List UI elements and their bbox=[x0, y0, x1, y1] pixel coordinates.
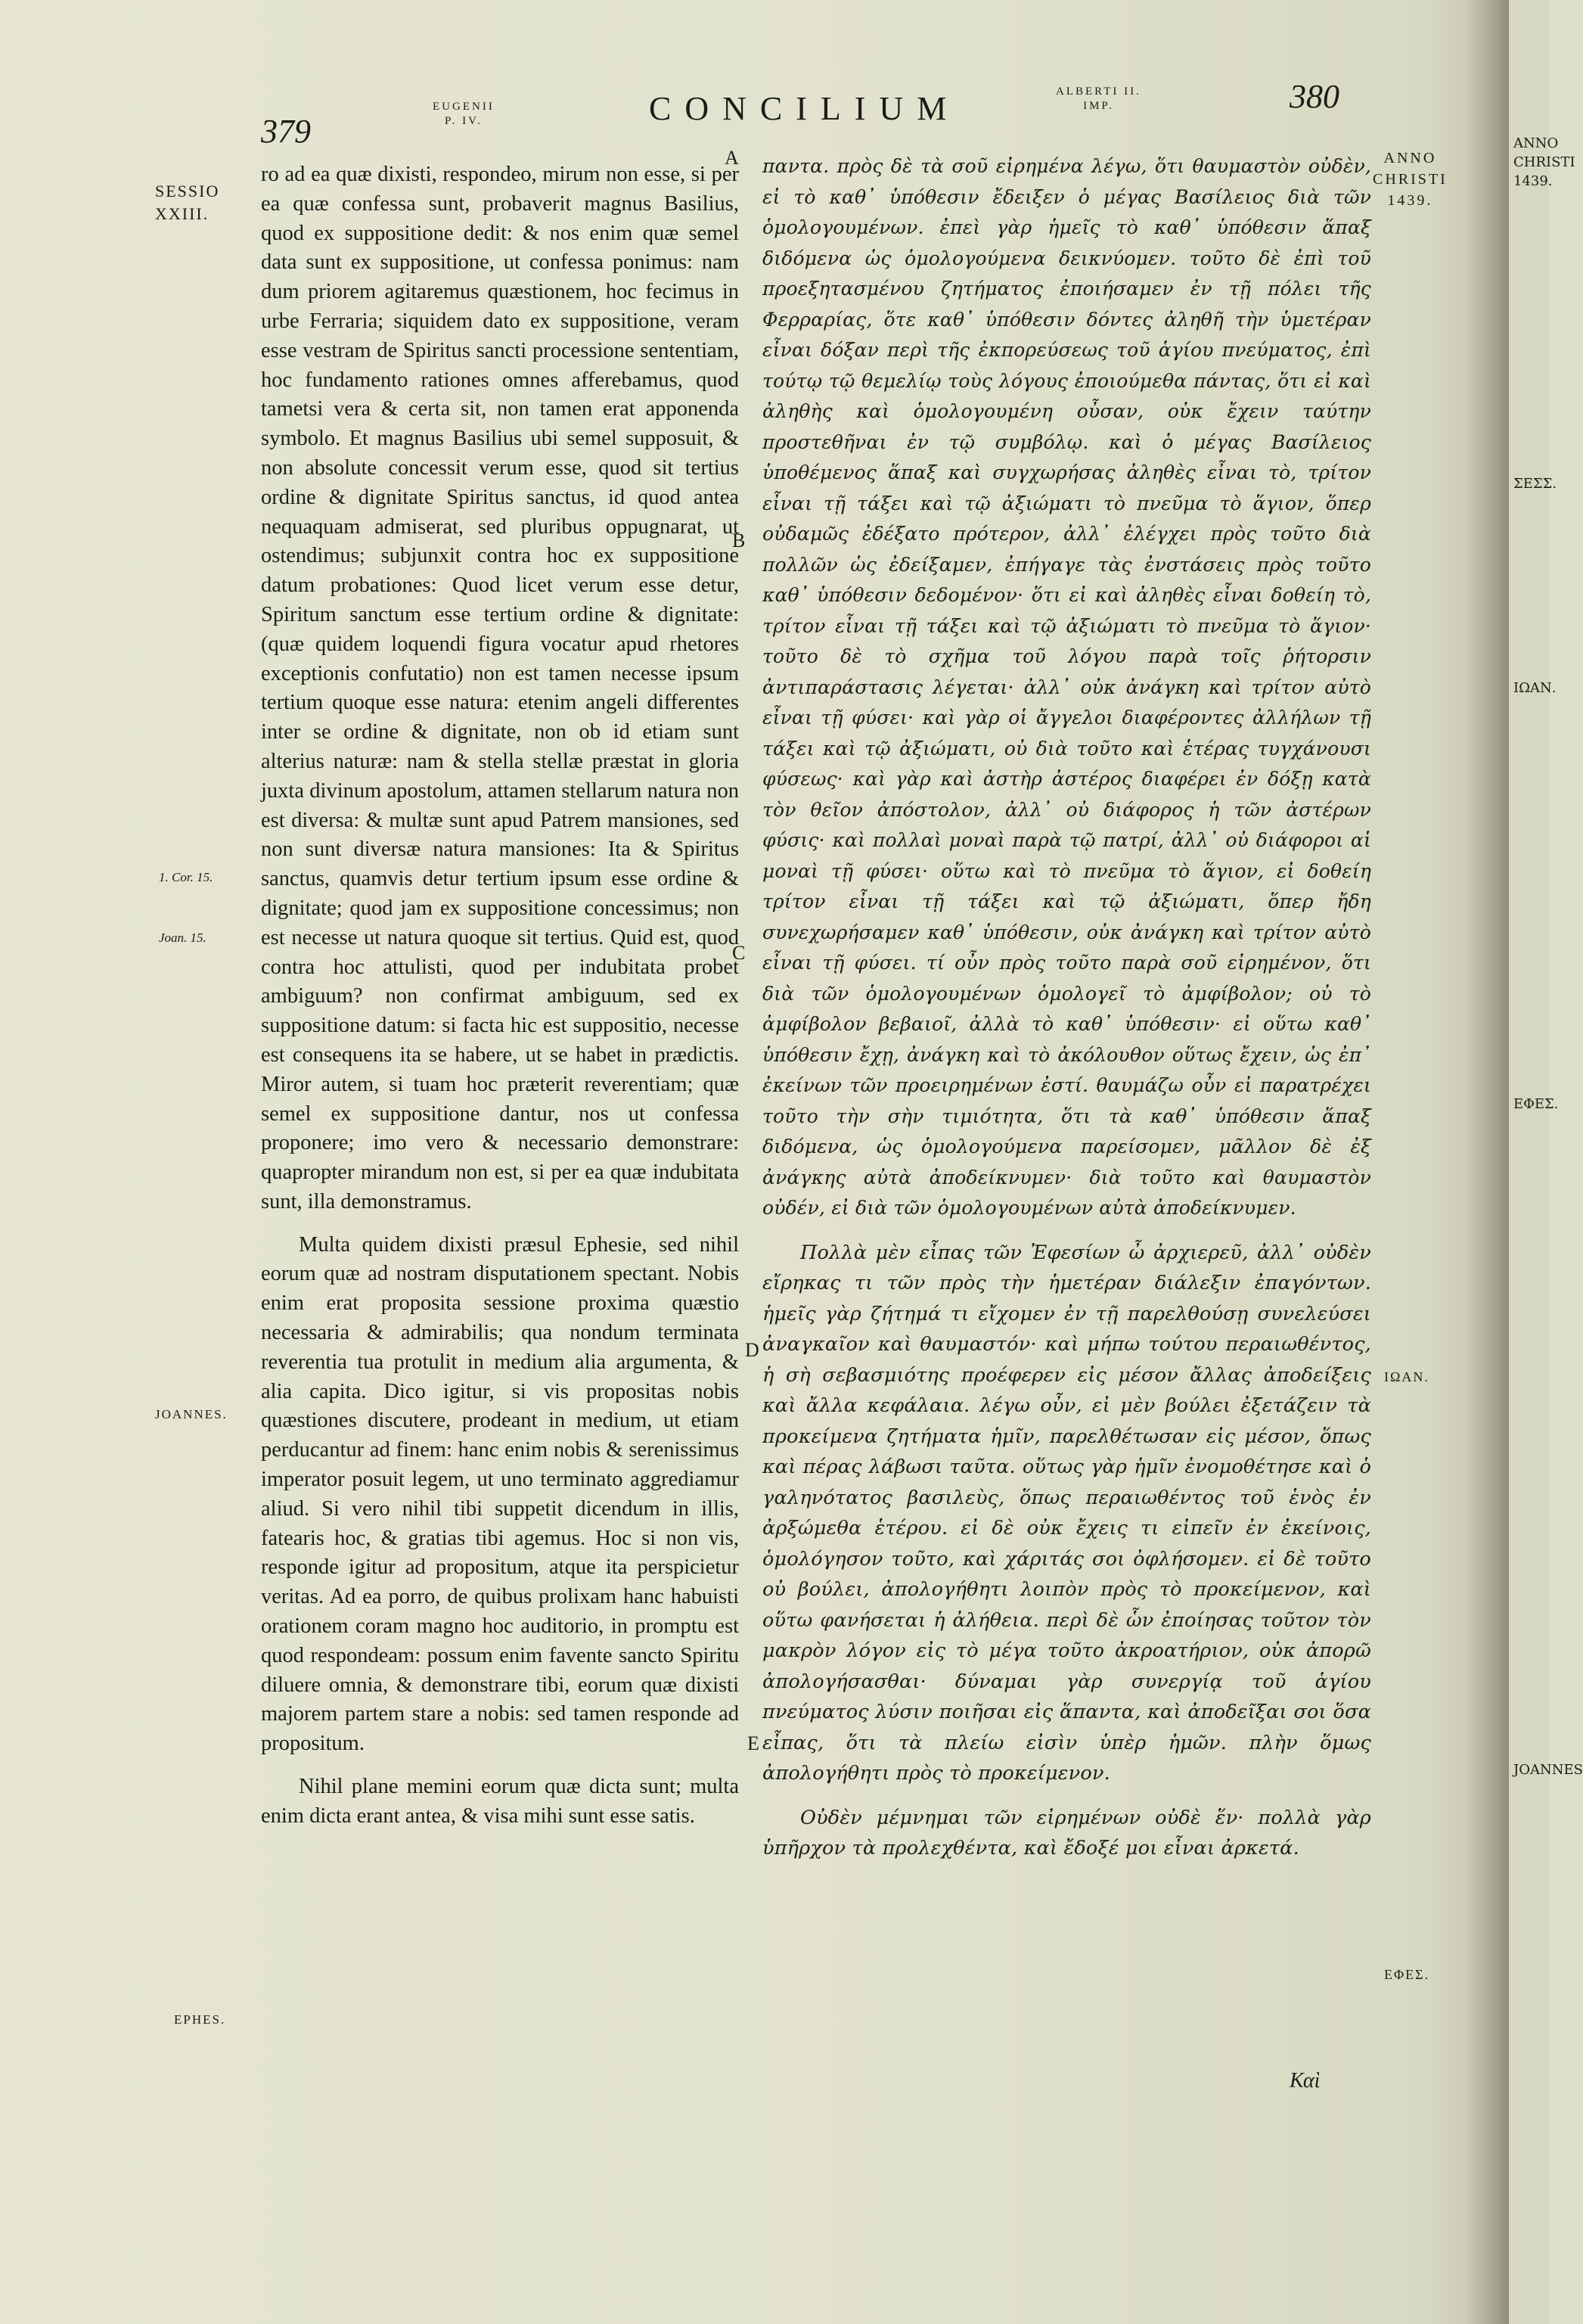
latin-paragraph-1: ro ad ea quæ dixisti, respondeo, mirum non esse, si per ea quæ confessa sunt, probaverit magnus Basilius, quod ex suppositione dedit: & nos enim quæ semel data sunt ex suppositione, ut confessa ponimus: nam dum priorem agitaremus quæstionem, hoc fecimus in urbe Ferraria; siquidem dato ex suppositione, veram esse vestram de Spiritus sancti processione sententiam, hoc fundamento rationes omnes afferebamus, quod tametsi vera & certa sit, non tamen erat apponenda symbolo. Et magnus Basilius ubi semel supposuit, & non absolute concessit verum esse, quod sit tertius ordine & dignitate Spiritus sanctus, id quod antea nequaquam admiserat, sed pluribus oppugnarat, ut ostendimus; subjunxit contra hoc ex suppositione datum probationes: Quod licet verum esse detur, Spiritum sanctum esse tertium ordine & dignitate: (quæ quidem loquendi figura vocatur apud rhetores exceptionis confutatio) non est tamen necesse ipsum tertium quoque esse natura: etenim angeli differentes inter se ordine & dignitate, non ob id etiam sunt alterius naturæ: nam & stella stellæ præstat in gloria juxta divinum apostolum, attamen stellarum natura non est diversa: & multæ sunt apud Patrem mansiones, sed non sunt diversæ natura mansiones: Ita & Spiritus sanctus, quamvis detur tertium ipsum esse ordine & dignitate; quod jam ex suppositione concessimus; non est necesse ut natura quoque sit tertius. Quid est, quod contra hoc attulisti, quod per indubitata probet ambiguum? non confirmat ambiguum, sed ex suppositione datum: si facta hic est suppositio, necesse est consequens ita se habere, ut se habet in prædictis. Miror autem, si tuam hoc præterit reverentiam; quæ semel ex suppositione dantur, nos ut confessa proponere; imo vero & necessario demonstrare: quapropter mirandum non est, si per ea quæ indubitata sunt, illa demonstramus. bbox=[261, 163, 739, 1213]
greek-column bbox=[762, 151, 1371, 1864]
section-letter-d: D bbox=[745, 1339, 759, 1361]
section-letter-c: C bbox=[732, 942, 746, 964]
greek-paragraph-2: Πολλὰ μὲν εἶπας τῶν Ἐφεσίων ὦ ἀρχιερεῦ, ἀλλ᾽ οὐδὲν εἴρηκας τι τῶν πρὸς τὴν ἡμετέραν διάλεξιν ἐπαγόντων. ἡμεῖς γὰρ ζήτημά τι εἴχομεν ἐν τῇ παρελθούσῃ συνελεύσει ἀναγκαῖον καὶ θαυμαστόν· καὶ μήπω τούτου περαιωθέντος, ἡ σὴ σεβασμιότης προέφερεν εἰς μέσον ἄλλας ἀποδείξεις καὶ ἄλλα κεφάλαια. λέγω οὖν, εἰ μὲν βούλει ἐξετάζειν τὰ προκείμενα ζητήματα ἡμῖν, παρελθέτωσαν εἰς μέσον, ὅπως καὶ πέρας λάβωσι ταῦτα. οὕτως γὰρ ἡμῖν ἐνομοθέτησε καὶ ὁ γαληνότατος βασιλεὺς, ὅπως περαιωθέντος τοῦ ἑνὸς ἐν ἀρξώμεθα ἑτέρου. εἰ δὲ οὐκ ἔχεις τι εἰπεῖν ἐν ἐκείνοις, ὁμολόγησον τοῦτο, καὶ χάριτάς σοι ὀφλήσομεν. εἰ δὲ τοῦτο οὐ βούλει, ἀπολογήθητι λοιπὸν πρὸς τὸ προκείμενον, καὶ οὕτω φανήσεται ἡ ἀλήθεια. περὶ δὲ ὧν ἐποίησας τοῦτον τὸν μακρὸν λόγον εἰς τὸ μέγα τοῦτο ἀκροατήριον, οὐκ ἀπορῶ ἀπολογήσασθαι· δύναμαι γὰρ συνεργίᾳ τοῦ ἁγίου πνεύματος λύσιν ποιῆσαι εἰς ἅπαντα, καὶ ἀποδεῖξαι σοι ὅσα εἶπας, ὅτι τὰ πλείω εἰσὶν ὑπὲρ ἡμῶν. πλὴν ὅμως ἀπολογήθητι πρὸς τὸ προκείμενον. bbox=[762, 1241, 1371, 1785]
greek-paragraph-1: παντα. πρὸς δὲ τὰ σοῦ εἰρημένα λέγω, ὅτι θαυμαστὸν οὐδὲν, εἰ τὸ καθ᾽ ὑπόθεσιν ἔδειξεν ὁ μέγας Βασίλειος διὰ τῶν ὁμολογουμένων. ἐπεὶ γὰρ ἡμεῖς τὸ καθ᾽ ὑπόθεσιν ἅπαξ διδόμενα ὡς ὁμολογούμενα δεικνύομεν. τοῦτο δὲ ἐπὶ τοῦ προεξητασμένου ζητήματος ἐποιήσαμεν ἐν τῇ πόλει τῆς Φερραρίας, ὅτε καθ᾽ ὑπόθεσιν δόντες ἀληθῆ τὴν ὑμετέραν εἶναι δόξαν περὶ τῆς ἐκπορεύσεως τοῦ ἁγίου πνεύματος, ἐπὶ τούτῳ τῷ θεμελίῳ τοὺς λόγους ἐποιούμεθα πάντας, ὅτι εἰ καὶ ἀληθὴς καὶ ὁμολογουμένη οὖσαν, οὐκ ἔχειν ταύτην προστεθῆναι ἐν τῷ συμβόλῳ. καὶ ὁ μέγας Βασίλειος ὑποθέμενος ἅπαξ καὶ συγχωρήσας ἀληθὲς εἶναι τὸ, τρίτον εἶναι τῇ τάξει καὶ τῷ ἀξιώματι τὸ πνεῦμα τὸ ἅγιον, ὅπερ οὐδαμῶς ἐδέξατο πρότερον, ἀλλ᾽ ἐλέγχει πρὸς τοῦτο διὰ πολλῶν ὡς ἐδείξαμεν, ἐπήγαγε τὰς ἐνστάσεις πρὸς τοῦτο καθ᾽ ὑπόθεσιν δεδομένον· ὅτι εἰ καὶ ἀληθὲς εἶναι δοθείη τὸ, τρίτον εἶναι τῇ τάξει καὶ τῷ ἀξιώματι τὸ πνεῦμα τὸ ἅγιον· τοῦτο δὲ τὸ σχῆμα τοῦ λόγου παρὰ τοῖς ῥήτορσιν ἀντιπαράστασις λέγεται· ἀλλ᾽ οὐκ ἀνάγκη καὶ τρίτον αὐτὸ εἶναι τῇ φύσει· καὶ γὰρ οἱ ἄγγελοι διαφέροντες ἀλλήλων τῇ τάξει καὶ τῷ ἀξιώματι, οὐ διὰ τοῦτο καὶ ἑτέρας τυγχάνουσι φύσεως· καὶ γὰρ καὶ ἀστὴρ ἀστέρος διαφέρει ἐν δόξῃ κατὰ τὸν θεῖον ἀπόστολον, ἀλλ᾽ οὐ διάφορος ἡ τῶν ἀστέρων φύσις· καὶ πολλαὶ μοναὶ παρὰ τῷ πατρί, ἀλλ᾽ οὐ διάφοροι αἱ μοναὶ τῇ φύσει· οὕτω καὶ τὸ πνεῦμα τὸ ἅγιον, εἰ δοθείη τρίτον εἶναι τῇ τάξει καὶ τῷ ἀξιώματι, ὅπερ ἤδη συνεχωρήσαμεν καθ᾽ ὑπόθεσιν, οὐκ ἀνάγκη καὶ τρίτον αὐτὸ εἶναι τῇ φύσει. τί οὖν πρὸς τοῦτο παρὰ σοῦ εἰρημένον, ὅτι διὰ τῶν ὁμολογουμένων ὁμολογεῖ τὸ ἀμφίβολον; οὐ τὸ ἀμφίβολον βεβαιοῖ, ἀλλὰ τὸ καθ᾽ ὑπόθεσιν· εἰ οὕτω καθ᾽ ὑπόθεσιν ἔχῃ, ἀνάγκη καὶ τὸ ἀκόλουθον οὕτως ἔχειν, ὡς ἐπ᾽ ἐκείνων τῶν προειρημένων ἐστί. θαυμάζω οὖν εἰ παρατρέχει τοῦτο τὴν σὴν τιμιότητα, ὅτι τὰ καθ᾽ ὑπόθεσιν ἅπαξ διδόμενα, ὡς ὁμολογούμενα παρείσομεν, μᾶλλον δὲ ἐξ ἀνάγκης αὐτὰ ἀποδείκνυμεν· διὰ τοῦτο καὶ θαυμαστὸν οὐδέν, εἰ διὰ τῶν ὁμολογουμένων αὐτὰ ἀποδείκνυμεν. bbox=[762, 155, 1371, 1219]
gutter-shadow bbox=[1463, 0, 1509, 2324]
page-title: CONCILIUM bbox=[649, 90, 961, 127]
left-running-head: EUGENII P. IV. bbox=[433, 101, 495, 127]
next-page-fragment: ΙΩΑΝ. bbox=[1513, 680, 1557, 696]
margin-ref-1-cor: 1. Cor. 15. bbox=[159, 870, 213, 884]
right-running-head: ALBERTI II. IMP. bbox=[1056, 85, 1141, 112]
next-page-fragment: JOANNES bbox=[1513, 1762, 1583, 1778]
greek-paragraph-3: Οὐδὲν μέμνημαι τῶν εἰρημένων οὐδὲ ἕν· πολλὰ γὰρ ὑπῆρχον τὰ προλεχθέντα, καὶ ἔδοξέ μοι εἶναι ἀρκετά. bbox=[762, 1806, 1371, 1860]
session-label: SESSIO XXIII. bbox=[155, 182, 220, 223]
margin-ref-joan: Joan. 15. bbox=[159, 931, 206, 945]
anno-christi-label: ANNO CHRISTI 1439. bbox=[1373, 150, 1448, 209]
right-page-number: 380 bbox=[1290, 78, 1339, 115]
next-page-fragment: ANNO bbox=[1513, 135, 1559, 151]
section-letter-b: B bbox=[732, 530, 746, 551]
section-letter-e: E bbox=[747, 1732, 759, 1754]
greek-speaker-ephes: ΕΦΕΣ. bbox=[1384, 1967, 1430, 1982]
next-page-edge bbox=[1509, 0, 1583, 2324]
speaker-ephes: EPHES. bbox=[174, 2012, 226, 2027]
latin-paragraph-3: Nihil plane memini eorum quæ dicta sunt; multa enim dicta erant antea, & visa mihi sunt esse satis. bbox=[261, 1775, 739, 1828]
latin-paragraph-2: Multa quidem dixisti præsul Ephesie, sed nihil eorum quæ ad nostram disputationem spectant. Nobis enim erat proposita sessione proxima quæstio necessaria & admirabilis; qua nondum terminata reverentia tua protulit in medium alia argumenta, & alia capita. Dico igitur, si vis propositas nobis quæstiones discutere, prodeant in medium, ut etiam perducantur ad finem: hanc enim nobis & serenissimus imperator posuit legem, ut uno terminato aggrediamur aliud. Si vero nihil tibi suppetit dicendum in illis, fatearis hoc, & gratias tibi agemus. Hoc si non vis, responde igitur ad propositum, atque ita perspicietur veritas. Ad ea porro, de quibus prolixam hanc habuisti orationem coram magno hoc auditorio, in promptu est quod respondeam: possum enim favente sancto Spiritu diluere omnia, & demonstrare tibi, eorum quæ dixisti majorem partem stare a nobis: sed tamen responde ad propositum. bbox=[261, 1232, 739, 1756]
greek-speaker-ioan: ΙΩΑΝ. bbox=[1384, 1369, 1429, 1384]
next-page-fragment: CHRISTI bbox=[1513, 154, 1575, 170]
next-page-fragment: ΕΦΕΣ. bbox=[1513, 1096, 1559, 1112]
next-page-fragment: ΣΕΣΣ. bbox=[1513, 476, 1557, 492]
left-page-number: 379 bbox=[261, 113, 311, 150]
catchword: Καὶ bbox=[1290, 2069, 1321, 2093]
next-page-fragment: 1439. bbox=[1513, 173, 1553, 189]
section-letter-a: A bbox=[725, 147, 739, 169]
latin-column bbox=[261, 160, 739, 1832]
speaker-joannes: JOANNES. bbox=[155, 1407, 228, 1421]
